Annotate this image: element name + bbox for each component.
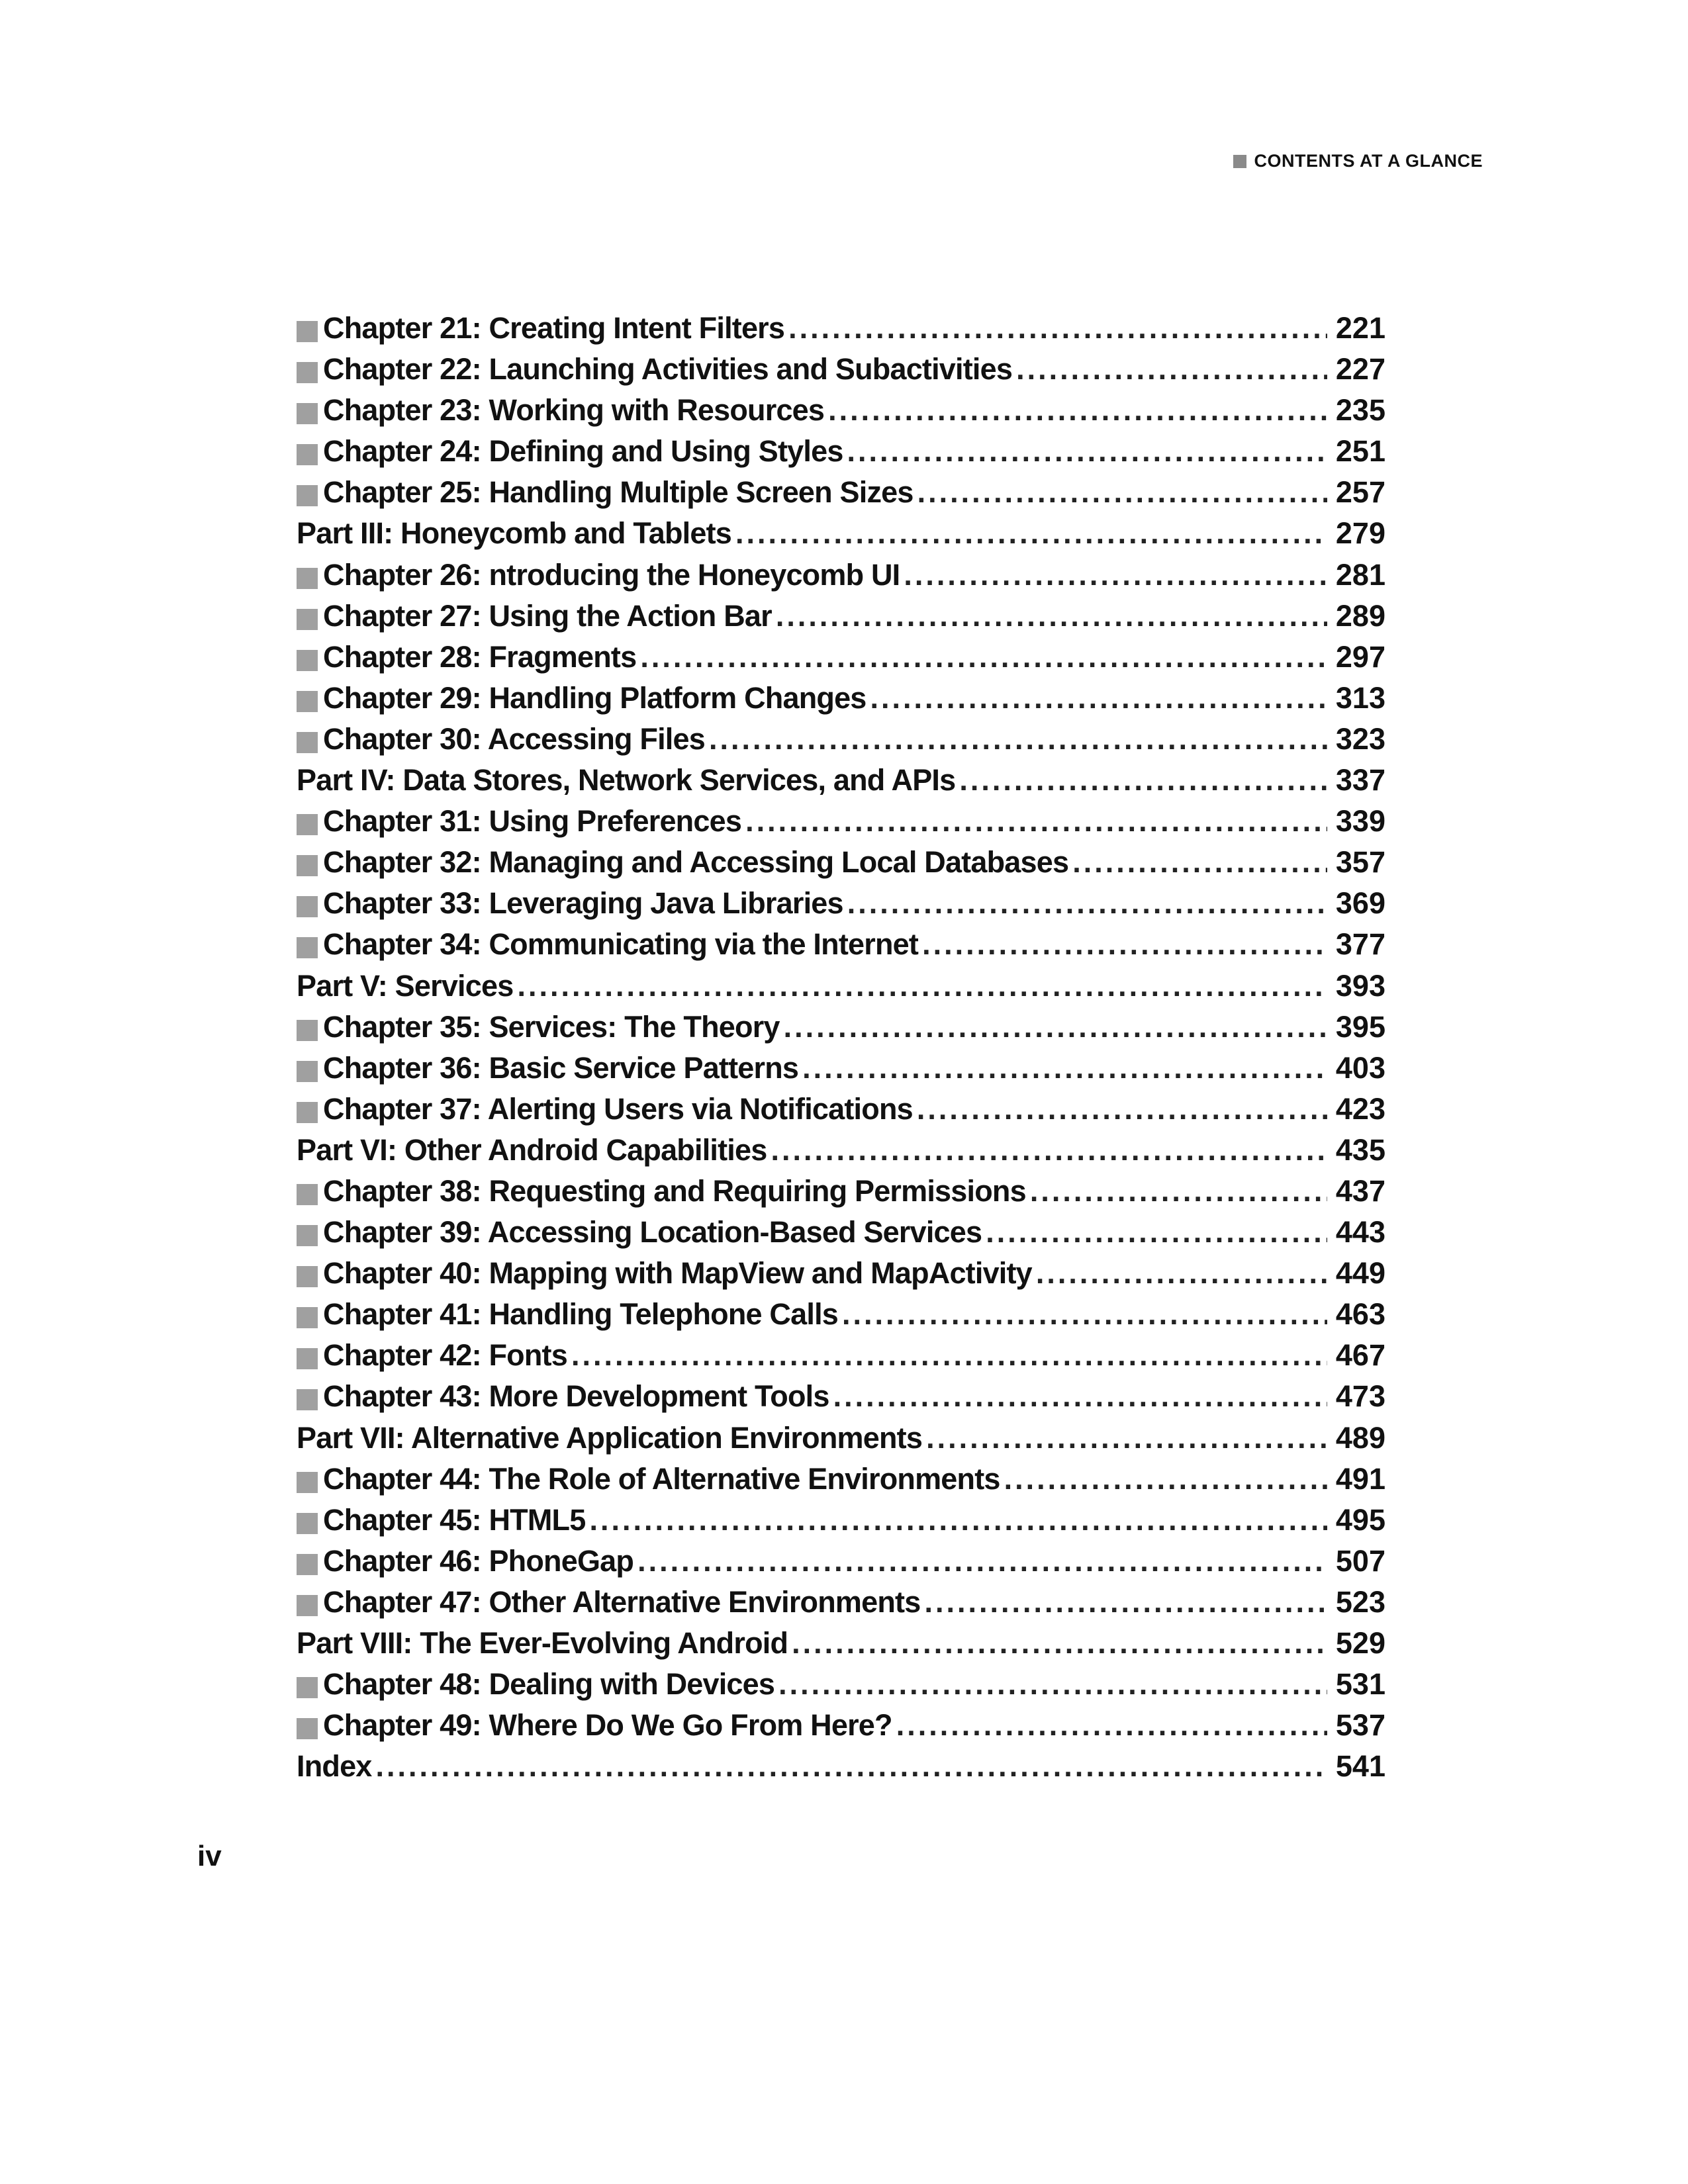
toc-entry-page-number: 313: [1335, 680, 1385, 715]
square-bullet-icon: [297, 1595, 318, 1616]
toc-chapter-entry[interactable]: [297, 1256, 1385, 1297]
toc-entry-page-number: 491: [1335, 1461, 1385, 1496]
toc-entry-page-number: 463: [1335, 1297, 1385, 1332]
dot-leader: [792, 1626, 1327, 1661]
toc-entry-title: Chapter 48: Dealing with Devices: [323, 1667, 775, 1702]
toc-entry-title: Chapter 30: Accessing Files: [323, 721, 705, 756]
dot-leader: [1004, 1462, 1327, 1496]
toc-entry-page-number: 489: [1335, 1420, 1385, 1455]
toc-chapter-entry[interactable]: [297, 1462, 1385, 1503]
dot-leader: [986, 1215, 1327, 1250]
toc-entry-title: Chapter 25: Handling Multiple Screen Sizes: [323, 475, 914, 510]
toc-part-entry[interactable]: [297, 1133, 1385, 1174]
square-bullet-icon: [297, 444, 318, 465]
square-bullet-icon: [297, 896, 318, 917]
square-bullet-icon: [1233, 155, 1246, 168]
toc-chapter-entry[interactable]: [297, 927, 1385, 968]
toc-entry-title: Chapter 49: Where Do We Go From Here?: [323, 1708, 892, 1743]
running-header-title: CONTENTS AT A GLANCE: [1254, 151, 1483, 171]
toc-entry-page-number: 507: [1335, 1543, 1385, 1578]
toc-part-entry[interactable]: [297, 516, 1385, 557]
square-bullet-icon: [297, 1472, 318, 1493]
dot-leader: [517, 969, 1327, 1003]
dot-leader: [847, 434, 1327, 469]
toc-chapter-entry[interactable]: [297, 845, 1385, 886]
dot-leader: [922, 927, 1327, 962]
toc-entry-title: Chapter 42: Fonts: [323, 1338, 567, 1373]
toc-chapter-entry[interactable]: [297, 1503, 1385, 1544]
toc-entry-title: Chapter 40: Mapping with MapView and MapActivity: [323, 1256, 1032, 1291]
dot-leader: [896, 1708, 1327, 1743]
dot-leader: [959, 763, 1327, 797]
dot-leader: [917, 1092, 1327, 1126]
toc-entry-page-number: 529: [1335, 1626, 1385, 1660]
toc-entry-page-number: 357: [1335, 845, 1385, 880]
dot-leader: [802, 1051, 1327, 1085]
toc-chapter-entry[interactable]: [297, 352, 1385, 393]
dot-leader: [1072, 845, 1327, 880]
toc-chapter-entry[interactable]: [297, 393, 1385, 434]
toc-chapter-entry[interactable]: [297, 1379, 1385, 1420]
toc-chapter-entry[interactable]: [297, 1544, 1385, 1585]
toc-entry-title: Part III: Honeycomb and Tablets: [297, 516, 731, 551]
toc-entry-page-number: 257: [1335, 475, 1385, 510]
toc-entry-page-number: 423: [1335, 1091, 1385, 1126]
dot-leader: [788, 311, 1327, 345]
toc-entry-page-number: 289: [1335, 598, 1385, 633]
toc-chapter-entry[interactable]: [297, 311, 1385, 352]
square-bullet-icon: [297, 855, 318, 876]
toc-entry-page-number: 395: [1335, 1009, 1385, 1044]
dot-leader: [833, 1379, 1327, 1414]
dot-leader: [870, 681, 1327, 715]
square-bullet-icon: [297, 321, 318, 342]
dot-leader: [571, 1338, 1327, 1373]
toc-entry-page-number: 435: [1335, 1132, 1385, 1167]
square-bullet-icon: [297, 1513, 318, 1534]
square-bullet-icon: [297, 1061, 318, 1082]
toc-entry-page-number: 227: [1335, 352, 1385, 387]
toc-entry-page-number: 537: [1335, 1708, 1385, 1743]
dot-leader: [1030, 1174, 1327, 1208]
toc-entry-title: Index: [297, 1749, 372, 1784]
toc-entry-page-number: 523: [1335, 1584, 1385, 1619]
square-bullet-icon: [297, 814, 318, 835]
toc-entry-title: Chapter 44: The Role of Alternative Environments: [323, 1461, 1000, 1496]
square-bullet-icon: [297, 937, 318, 958]
toc-part-entry[interactable]: [297, 1421, 1385, 1462]
toc-entry-title: Chapter 27: Using the Action Bar: [323, 598, 772, 633]
toc-entry-page-number: 281: [1335, 557, 1385, 592]
toc-entry-title: Chapter 46: PhoneGap: [323, 1543, 634, 1578]
square-bullet-icon: [297, 691, 318, 712]
toc-entry-page-number: 495: [1335, 1502, 1385, 1537]
toc-chapter-entry[interactable]: [297, 475, 1385, 516]
toc-entry-page-number: 377: [1335, 927, 1385, 962]
toc-chapter-entry[interactable]: [297, 1092, 1385, 1133]
toc-entry-page-number: 297: [1335, 639, 1385, 674]
square-bullet-icon: [297, 1677, 318, 1698]
toc-entry-title: Chapter 45: HTML5: [323, 1502, 586, 1537]
toc-part-entry[interactable]: [297, 1626, 1385, 1667]
toc-entry-title: Chapter 47: Other Alternative Environments: [323, 1584, 921, 1619]
toc-entry-page-number: 473: [1335, 1379, 1385, 1414]
toc-entry-title: Chapter 24: Defining and Using Styles: [323, 434, 843, 469]
dot-leader: [709, 722, 1327, 756]
toc-chapter-entry[interactable]: [297, 1010, 1385, 1051]
toc-chapter-entry[interactable]: [297, 1667, 1385, 1708]
dot-leader: [924, 1585, 1327, 1619]
toc-entry-title: Chapter 31: Using Preferences: [323, 804, 742, 839]
square-bullet-icon: [297, 1020, 318, 1041]
toc-chapter-entry[interactable]: [297, 1297, 1385, 1338]
square-bullet-icon: [297, 1718, 318, 1739]
toc-entry-title: Part IV: Data Stores, Network Services, and APIs: [297, 763, 956, 797]
dot-leader: [1036, 1256, 1327, 1291]
square-bullet-icon: [297, 362, 318, 383]
square-bullet-icon: [297, 1307, 318, 1328]
toc-chapter-entry[interactable]: [297, 1174, 1385, 1215]
toc-entry-page-number: 221: [1335, 311, 1385, 345]
toc-entry-title: Chapter 33: Leveraging Java Libraries: [323, 886, 843, 921]
toc-entry-page-number: 403: [1335, 1050, 1385, 1085]
toc-chapter-entry[interactable]: [297, 681, 1385, 722]
dot-leader: [640, 640, 1327, 674]
toc-entry-page-number: 251: [1335, 434, 1385, 469]
toc-entry-title: Chapter 43: More Development Tools: [323, 1379, 829, 1414]
dot-leader: [771, 1133, 1327, 1167]
square-bullet-icon: [297, 1102, 318, 1123]
toc-entry-page-number: 369: [1335, 886, 1385, 921]
dot-leader: [784, 1010, 1327, 1044]
dot-leader: [637, 1544, 1327, 1578]
dot-leader: [842, 1297, 1327, 1332]
toc-entry-title: Chapter 23: Working with Resources: [323, 393, 825, 428]
toc-chapter-entry[interactable]: [297, 434, 1385, 475]
toc-entry-title: Chapter 35: Services: The Theory: [323, 1009, 780, 1044]
toc-entry-page-number: 235: [1335, 393, 1385, 428]
toc-entry-page-number: 279: [1335, 516, 1385, 551]
toc-chapter-entry[interactable]: [297, 1051, 1385, 1092]
toc-entry-title: Chapter 36: Basic Service Patterns: [323, 1050, 799, 1085]
toc-chapter-entry[interactable]: [297, 599, 1385, 640]
toc-entry-title: Part VII: Alternative Application Environments: [297, 1420, 923, 1455]
dot-leader: [926, 1421, 1327, 1455]
toc-chapter-entry[interactable]: [297, 886, 1385, 927]
dot-leader: [917, 475, 1327, 510]
page-number: iv: [197, 1840, 222, 1872]
square-bullet-icon: [297, 1348, 318, 1369]
toc-chapter-entry[interactable]: [297, 804, 1385, 845]
toc-entry-title: Chapter 21: Creating Intent Filters: [323, 311, 785, 345]
toc-chapter-entry[interactable]: [297, 1215, 1385, 1256]
toc-entry-page-number: 449: [1335, 1256, 1385, 1291]
toc-entry-title: Chapter 28: Fragments: [323, 639, 637, 674]
toc-entry-title: Part VIII: The Ever-Evolving Android: [297, 1626, 788, 1660]
square-bullet-icon: [297, 1554, 318, 1575]
toc-chapter-entry[interactable]: [297, 1585, 1385, 1626]
dot-leader: [778, 1667, 1327, 1702]
dot-leader: [1016, 352, 1327, 387]
toc-chapter-entry[interactable]: [297, 558, 1385, 599]
toc-entry-page-number: 541: [1335, 1749, 1385, 1784]
toc-entry-title: Chapter 26: ntroducing the Honeycomb UI: [323, 557, 900, 592]
toc-chapter-entry[interactable]: [297, 722, 1385, 763]
dot-leader: [828, 393, 1327, 428]
square-bullet-icon: [297, 403, 318, 424]
dot-leader: [735, 516, 1327, 551]
toc-entry-page-number: 443: [1335, 1215, 1385, 1250]
toc-chapter-entry[interactable]: [297, 1338, 1385, 1379]
toc-part-entry[interactable]: [297, 763, 1385, 804]
toc-entry-page-number: 337: [1335, 763, 1385, 797]
dot-leader: [589, 1503, 1327, 1537]
toc-part-entry[interactable]: [297, 969, 1385, 1010]
toc-entry-title: Chapter 22: Launching Activities and Subactivities: [323, 352, 1013, 387]
square-bullet-icon: [297, 568, 318, 589]
toc-entry-title: Chapter 34: Communicating via the Internet: [323, 927, 919, 962]
toc-entry-title: Chapter 37: Alerting Users via Notifications: [323, 1091, 913, 1126]
running-header: [1233, 151, 1483, 171]
toc-entry-title: Part VI: Other Android Capabilities: [297, 1132, 767, 1167]
square-bullet-icon: [297, 1389, 318, 1410]
square-bullet-icon: [297, 732, 318, 753]
square-bullet-icon: [297, 1225, 318, 1246]
dot-leader: [847, 886, 1327, 921]
toc-part-entry[interactable]: [297, 1749, 1385, 1790]
square-bullet-icon: [297, 485, 318, 506]
toc-entry-title: Part V: Services: [297, 968, 514, 1003]
toc-entry-page-number: 393: [1335, 968, 1385, 1003]
square-bullet-icon: [297, 1266, 318, 1287]
dot-leader: [904, 558, 1327, 592]
toc-entry-title: Chapter 39: Accessing Location-Based Services: [323, 1215, 982, 1250]
dot-leader: [376, 1749, 1327, 1784]
toc-chapter-entry[interactable]: [297, 640, 1385, 681]
square-bullet-icon: [297, 1184, 318, 1205]
toc-entry-title: Chapter 38: Requesting and Requiring Permissions: [323, 1173, 1026, 1208]
dot-leader: [745, 804, 1327, 839]
table-of-contents: [297, 311, 1385, 1790]
square-bullet-icon: [297, 609, 318, 630]
square-bullet-icon: [297, 650, 318, 671]
toc-entry-page-number: 437: [1335, 1173, 1385, 1208]
toc-chapter-entry[interactable]: [297, 1708, 1385, 1749]
toc-entry-title: Chapter 29: Handling Platform Changes: [323, 680, 867, 715]
toc-entry-page-number: 339: [1335, 804, 1385, 839]
toc-entry-title: Chapter 41: Handling Telephone Calls: [323, 1297, 838, 1332]
toc-entry-page-number: 323: [1335, 721, 1385, 756]
toc-entry-title: Chapter 32: Managing and Accessing Local Databases: [323, 845, 1069, 880]
dot-leader: [776, 599, 1327, 633]
toc-entry-page-number: 531: [1335, 1667, 1385, 1702]
toc-entry-page-number: 467: [1335, 1338, 1385, 1373]
